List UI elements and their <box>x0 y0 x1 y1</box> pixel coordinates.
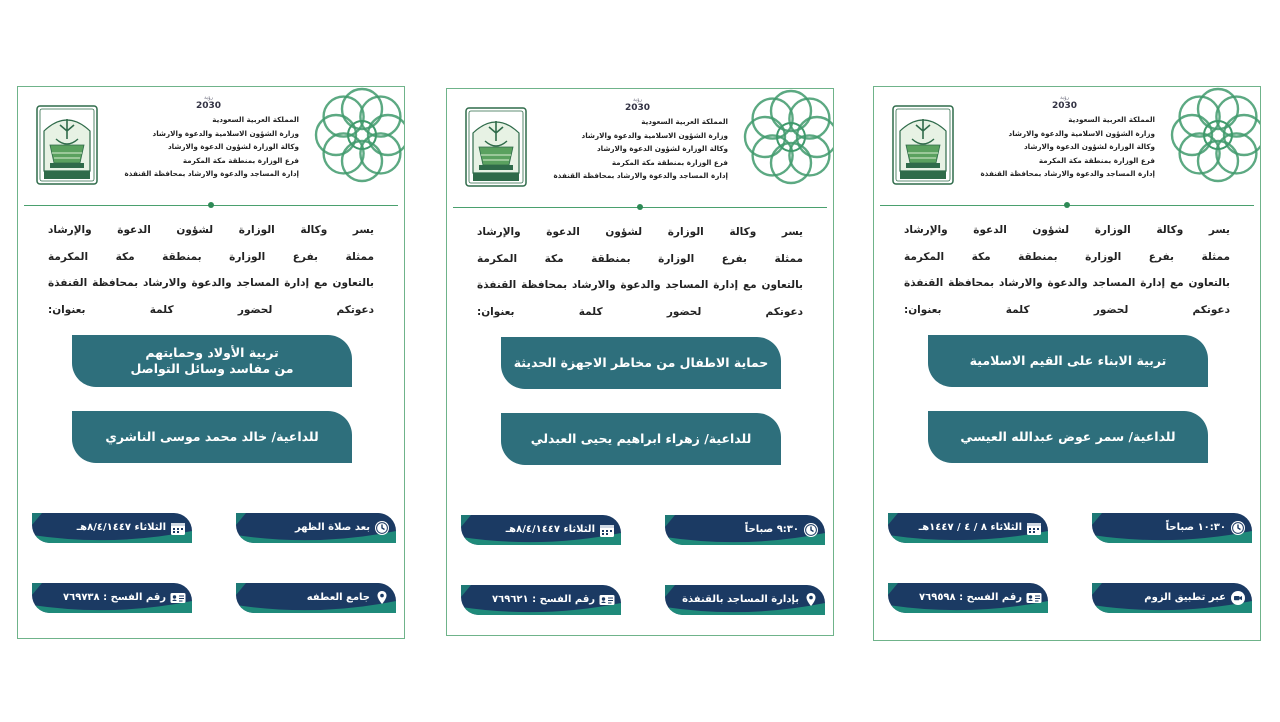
org-line: المملكة العربية السعودية <box>212 115 299 124</box>
org-line: وزارة الشؤون الاسلامية والدعوة والارشاد <box>581 130 728 140</box>
org-line: إدارة المساجد والدعوة والارشاد بمحافظة القنفذة <box>553 171 728 180</box>
intro-line: دعوتكم لحضور كلمة بعنوان: <box>48 303 374 316</box>
org-line: المملكة العربية السعودية <box>641 117 728 126</box>
geometric-ornament-icon <box>729 89 834 197</box>
location-tag <box>665 585 825 615</box>
intro-line: يسر وكالة الوزارة لشؤون الدعوة والإرشاد <box>477 226 803 238</box>
permit-number-tag <box>32 583 192 613</box>
date-tag <box>461 515 621 545</box>
intro-line: يسر وكالة الوزارة لشؤون الدعوة والإرشاد <box>48 224 374 236</box>
id-card-icon <box>170 590 186 606</box>
org-name-block <box>124 113 299 181</box>
speaker-name: للداعية/ خالد محمد موسى الناشري <box>72 411 352 463</box>
org-line: إدارة المساجد والدعوة والارشاد بمحافظة القنفذة <box>124 169 299 178</box>
intro-line: بالتعاون مع إدارة المساجد والدعوة والارشاد بمحافظة القنفذة <box>48 277 374 289</box>
org-line: فرع الوزارة بمنطقة مكة المكرمة <box>611 157 728 167</box>
intro-line: بالتعاون مع إدارة المساجد والدعوة والارشاد بمحافظة القنفذة <box>904 277 1230 289</box>
org-name-block <box>553 115 728 183</box>
invitation-card <box>17 86 405 639</box>
org-name-block <box>980 113 1155 181</box>
location-tag <box>236 583 396 613</box>
org-line: إدارة المساجد والدعوة والارشاد بمحافظة القنفذة <box>980 169 1155 178</box>
divider-dot <box>637 204 643 210</box>
geometric-ornament-icon <box>300 87 405 195</box>
talk-title <box>72 335 352 387</box>
intro-line: ممثلة بفرع الوزارة بمنطقة مكة المكرمة <box>904 250 1230 263</box>
date-tag <box>32 513 192 543</box>
invitation-intro <box>477 219 803 325</box>
ministry-emblem-icon <box>892 105 954 185</box>
date-tag <box>888 513 1048 543</box>
ministry-emblem-icon <box>36 105 98 185</box>
location-tag <box>1092 583 1252 613</box>
time-tag <box>236 513 396 543</box>
talk-title <box>928 335 1208 387</box>
vision-2030-logo: رؤية 2030 <box>625 97 651 113</box>
org-line: وكالة الوزارة لشؤون الدعوة والارشاد <box>596 144 728 153</box>
talk-title-line1: تربية الابناء على القيم الاسلامية <box>969 353 1167 368</box>
time-tag <box>665 515 825 545</box>
talk-title <box>501 337 781 389</box>
permit-number-tag-text: رقم الفسح : ٧٦٩٧٣٨ <box>63 592 166 603</box>
clock-icon <box>1230 520 1246 536</box>
video-camera-icon <box>1230 590 1246 606</box>
talk-title-line1: حماية الاطفال من مخاطر الاجهزة الحديثة <box>513 355 769 370</box>
permit-number-tag-text: رقم الفسح : ٧٦٩٥٩٨ <box>919 592 1022 603</box>
location-tag-text: بإدارة المساجد بالقنفذة <box>682 594 799 605</box>
card-header <box>874 87 1260 205</box>
id-card-icon <box>599 592 615 608</box>
card-header <box>18 87 404 205</box>
org-line: وزارة الشؤون الاسلامية والدعوة والارشاد <box>152 128 299 138</box>
location-tag-text: عبر تطبيق الزوم <box>1144 592 1226 603</box>
time-tag-text: ١٠:٣٠ صباحاً <box>1165 522 1226 533</box>
invitation-intro <box>48 217 374 323</box>
talk-title-line1: تربية الأولاد وحمايتهم <box>145 345 279 360</box>
time-tag-text: ٩:٣٠ صباحاً <box>744 524 799 535</box>
talk-title-line2: من مفاسد وسائل التواصل <box>130 361 294 376</box>
date-tag-text: الثلاثاء ٨ / ٤ / ١٤٤٧هـ <box>918 522 1022 533</box>
time-tag-text: بعد صلاة الظهر <box>294 522 370 533</box>
org-line: المملكة العربية السعودية <box>1068 115 1155 124</box>
location-tag-text: جامع العطفه <box>306 592 370 603</box>
invitation-card <box>446 88 834 636</box>
card-header <box>447 89 833 207</box>
intro-line: يسر وكالة الوزارة لشؤون الدعوة والإرشاد <box>904 224 1230 236</box>
date-tag-text: الثلاثاء ٨/٤/١٤٤٧هـ <box>505 524 595 535</box>
map-pin-icon <box>803 592 819 608</box>
permit-number-tag <box>461 585 621 615</box>
date-tag-text: الثلاثاء ٨/٤/١٤٤٧هـ <box>76 522 166 533</box>
intro-line: دعوتكم لحضور كلمة بعنوان: <box>904 303 1230 316</box>
invitation-card <box>873 86 1261 641</box>
org-line: وكالة الوزارة لشؤون الدعوة والارشاد <box>1023 142 1155 151</box>
intro-line: ممثلة بفرع الوزارة بمنطقة مكة المكرمة <box>477 252 803 265</box>
ministry-emblem-icon <box>465 107 527 187</box>
permit-number-tag <box>888 583 1048 613</box>
divider-dot <box>208 202 214 208</box>
clock-icon <box>374 520 390 536</box>
map-pin-icon <box>374 590 390 606</box>
time-tag <box>1092 513 1252 543</box>
clock-icon <box>803 522 819 538</box>
intro-line: دعوتكم لحضور كلمة بعنوان: <box>477 305 803 318</box>
calendar-icon <box>1026 520 1042 536</box>
org-line: وزارة الشؤون الاسلامية والدعوة والارشاد <box>1008 128 1155 138</box>
permit-number-tag-text: رقم الفسح : ٧٦٩٦٢١ <box>492 594 595 605</box>
speaker-name: للداعية/ سمر عوض عبدالله العيسي <box>928 411 1208 463</box>
vision-2030-logo: رؤية 2030 <box>196 95 222 111</box>
intro-line: ممثلة بفرع الوزارة بمنطقة مكة المكرمة <box>48 250 374 263</box>
calendar-icon <box>170 520 186 536</box>
geometric-ornament-icon <box>1156 87 1261 195</box>
org-line: فرع الوزارة بمنطقة مكة المكرمة <box>1038 155 1155 165</box>
divider-dot <box>1064 202 1070 208</box>
intro-line: بالتعاون مع إدارة المساجد والدعوة والارشاد بمحافظة القنفذة <box>477 279 803 291</box>
vision-2030-logo: رؤية 2030 <box>1052 95 1078 111</box>
invitation-intro <box>904 217 1230 323</box>
org-line: فرع الوزارة بمنطقة مكة المكرمة <box>182 155 299 165</box>
speaker-name: للداعية/ زهراء ابراهيم يحيى العبدلي <box>501 413 781 465</box>
calendar-icon <box>599 522 615 538</box>
org-line: وكالة الوزارة لشؤون الدعوة والارشاد <box>167 142 299 151</box>
id-card-icon <box>1026 590 1042 606</box>
